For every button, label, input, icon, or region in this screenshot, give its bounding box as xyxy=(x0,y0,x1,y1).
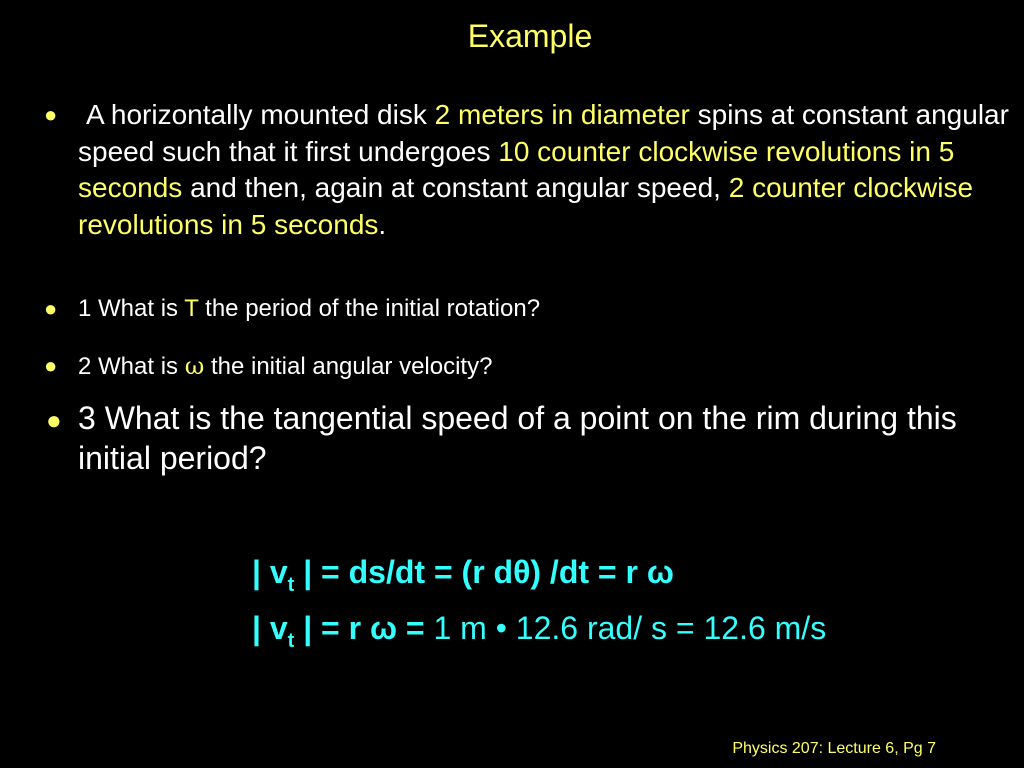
slide-footer: Physics 207: Lecture 6, Pg 7 xyxy=(732,740,936,757)
equation-line-2 xyxy=(252,608,827,652)
bullet-dot-icon: ● xyxy=(44,296,58,321)
bullet-problem-statement xyxy=(44,97,1018,243)
bullet-dot-icon: ● xyxy=(46,405,62,435)
equation-subscript: t xyxy=(287,630,295,652)
bullet-text: . xyxy=(378,208,387,240)
bullet-text: the initial angular velocity? xyxy=(204,353,493,380)
equation-mid: | = r ω = xyxy=(294,610,434,646)
bullet-dot-icon: ● xyxy=(44,353,58,378)
bullet-question-1 xyxy=(44,291,1018,327)
equation-result: 1 m • 12.6 rad/ s = 12.6 m/s xyxy=(433,610,827,646)
equation-rhs: | = ds/dt = (r dθ) /dt = r ω xyxy=(294,554,674,590)
bullet-text: 1 What is xyxy=(78,295,185,322)
equation-lhs: | v xyxy=(252,554,288,590)
bullet-highlight-period: T xyxy=(184,295,199,322)
equation-subscript: t xyxy=(287,574,295,596)
bullet-highlight-second-rotation: 2 counter clockwise revolutions in 5 seconds xyxy=(78,172,974,240)
bullet-highlight-diameter: 2 meters in diameter xyxy=(434,99,690,130)
bullet-text: 2 What is xyxy=(78,353,185,380)
bullet-text: 3 What is the tangential speed of a point on the rim during this initial period? xyxy=(78,400,957,476)
bullet-text: the period of the initial rotation? xyxy=(198,295,541,322)
bullet-highlight-first-rotation: 10 counter clockwise revolutions in 5 seconds xyxy=(78,135,955,203)
equation-lhs: | v xyxy=(252,610,288,646)
bullet-question-2 xyxy=(44,348,1018,385)
bullet-text: and then, again at constant angular speed, xyxy=(182,172,729,203)
equation-line-1 xyxy=(252,552,674,596)
slide-title: Example xyxy=(467,18,593,54)
bullet-dot-icon: ● xyxy=(44,102,58,127)
bullet-question-3 xyxy=(46,398,1018,478)
bullet-highlight-omega: ω xyxy=(184,352,205,380)
bullet-text: spins at constant angular speed such that it first undergoes xyxy=(78,99,1009,167)
bullet-text: A horizontally mounted disk xyxy=(86,99,435,130)
